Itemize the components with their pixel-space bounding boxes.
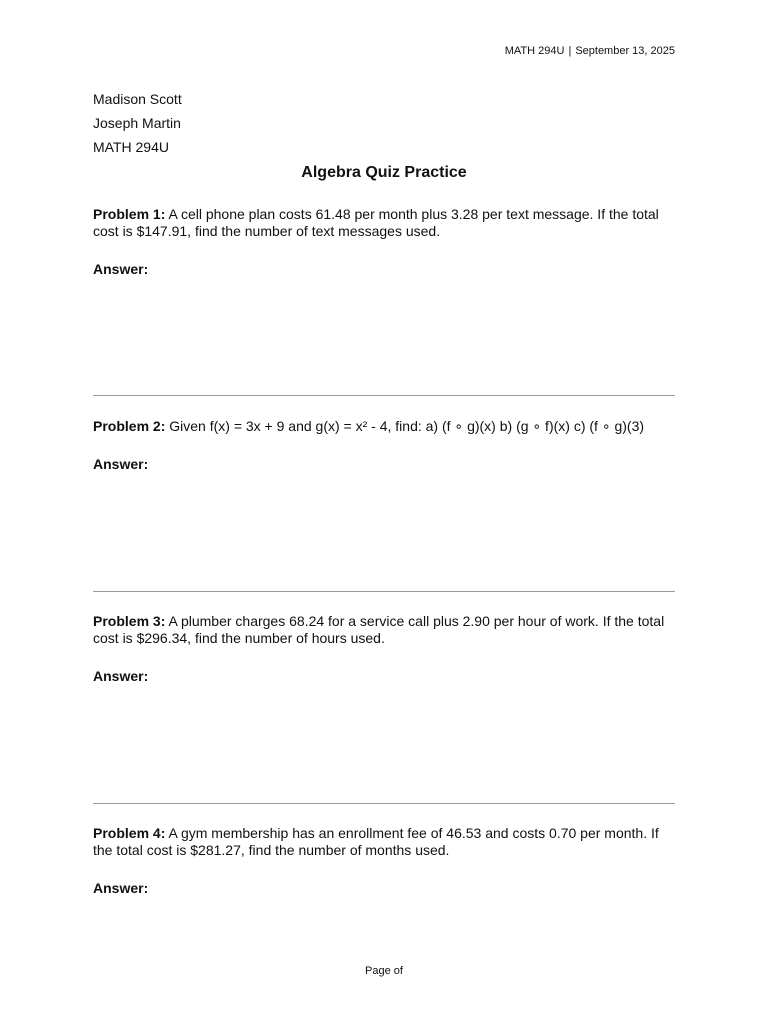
problem-label: Problem 2: bbox=[93, 418, 166, 434]
section-divider bbox=[93, 395, 675, 396]
problem-label: Problem 1: bbox=[93, 206, 166, 222]
answer-label: Answer: bbox=[93, 456, 149, 472]
header-date: September 13, 2025 bbox=[575, 45, 675, 57]
author-block bbox=[93, 87, 182, 159]
course-name: MATH 294U bbox=[93, 139, 169, 155]
author-name: Madison Scott bbox=[93, 91, 182, 107]
answer-label: Answer: bbox=[93, 261, 149, 277]
answer-label: Answer: bbox=[93, 668, 149, 684]
problem-label: Problem 3: bbox=[93, 613, 166, 629]
author-name: Joseph Martin bbox=[93, 115, 181, 131]
problem-2 bbox=[93, 418, 677, 435]
problem-text: A gym membership has an enrollment fee of 46.53 and costs 0.70 per month. If the total cost is $281.27, find the number of months used. bbox=[93, 825, 659, 858]
problem-4 bbox=[93, 825, 677, 859]
document-title: Algebra Quiz Practice bbox=[301, 164, 467, 181]
problem-text: A cell phone plan costs 61.48 per month plus 3.28 per text message. If the total cost is $147.91, find the number of text messages used. bbox=[93, 206, 659, 239]
problem-3 bbox=[93, 613, 677, 647]
section-divider bbox=[93, 591, 675, 592]
answer-label: Answer: bbox=[93, 880, 149, 896]
section-divider bbox=[93, 803, 675, 804]
page-header bbox=[505, 45, 675, 57]
header-separator: | bbox=[568, 45, 572, 57]
page-footer: Page of bbox=[365, 965, 403, 977]
problem-text: A plumber charges 68.24 for a service call plus 2.90 per hour of work. If the total cost is $296.34, find the number of hours used. bbox=[93, 613, 665, 646]
problem-label: Problem 4: bbox=[93, 825, 166, 841]
problem-text: Given f(x) = 3x + 9 and g(x) = x² - 4, find: a) (f ∘ g)(x) b) (g ∘ f)(x) c) (f ∘ g)(3) bbox=[169, 418, 645, 434]
problem-1 bbox=[93, 206, 677, 240]
header-course: MATH 294U bbox=[504, 45, 565, 57]
